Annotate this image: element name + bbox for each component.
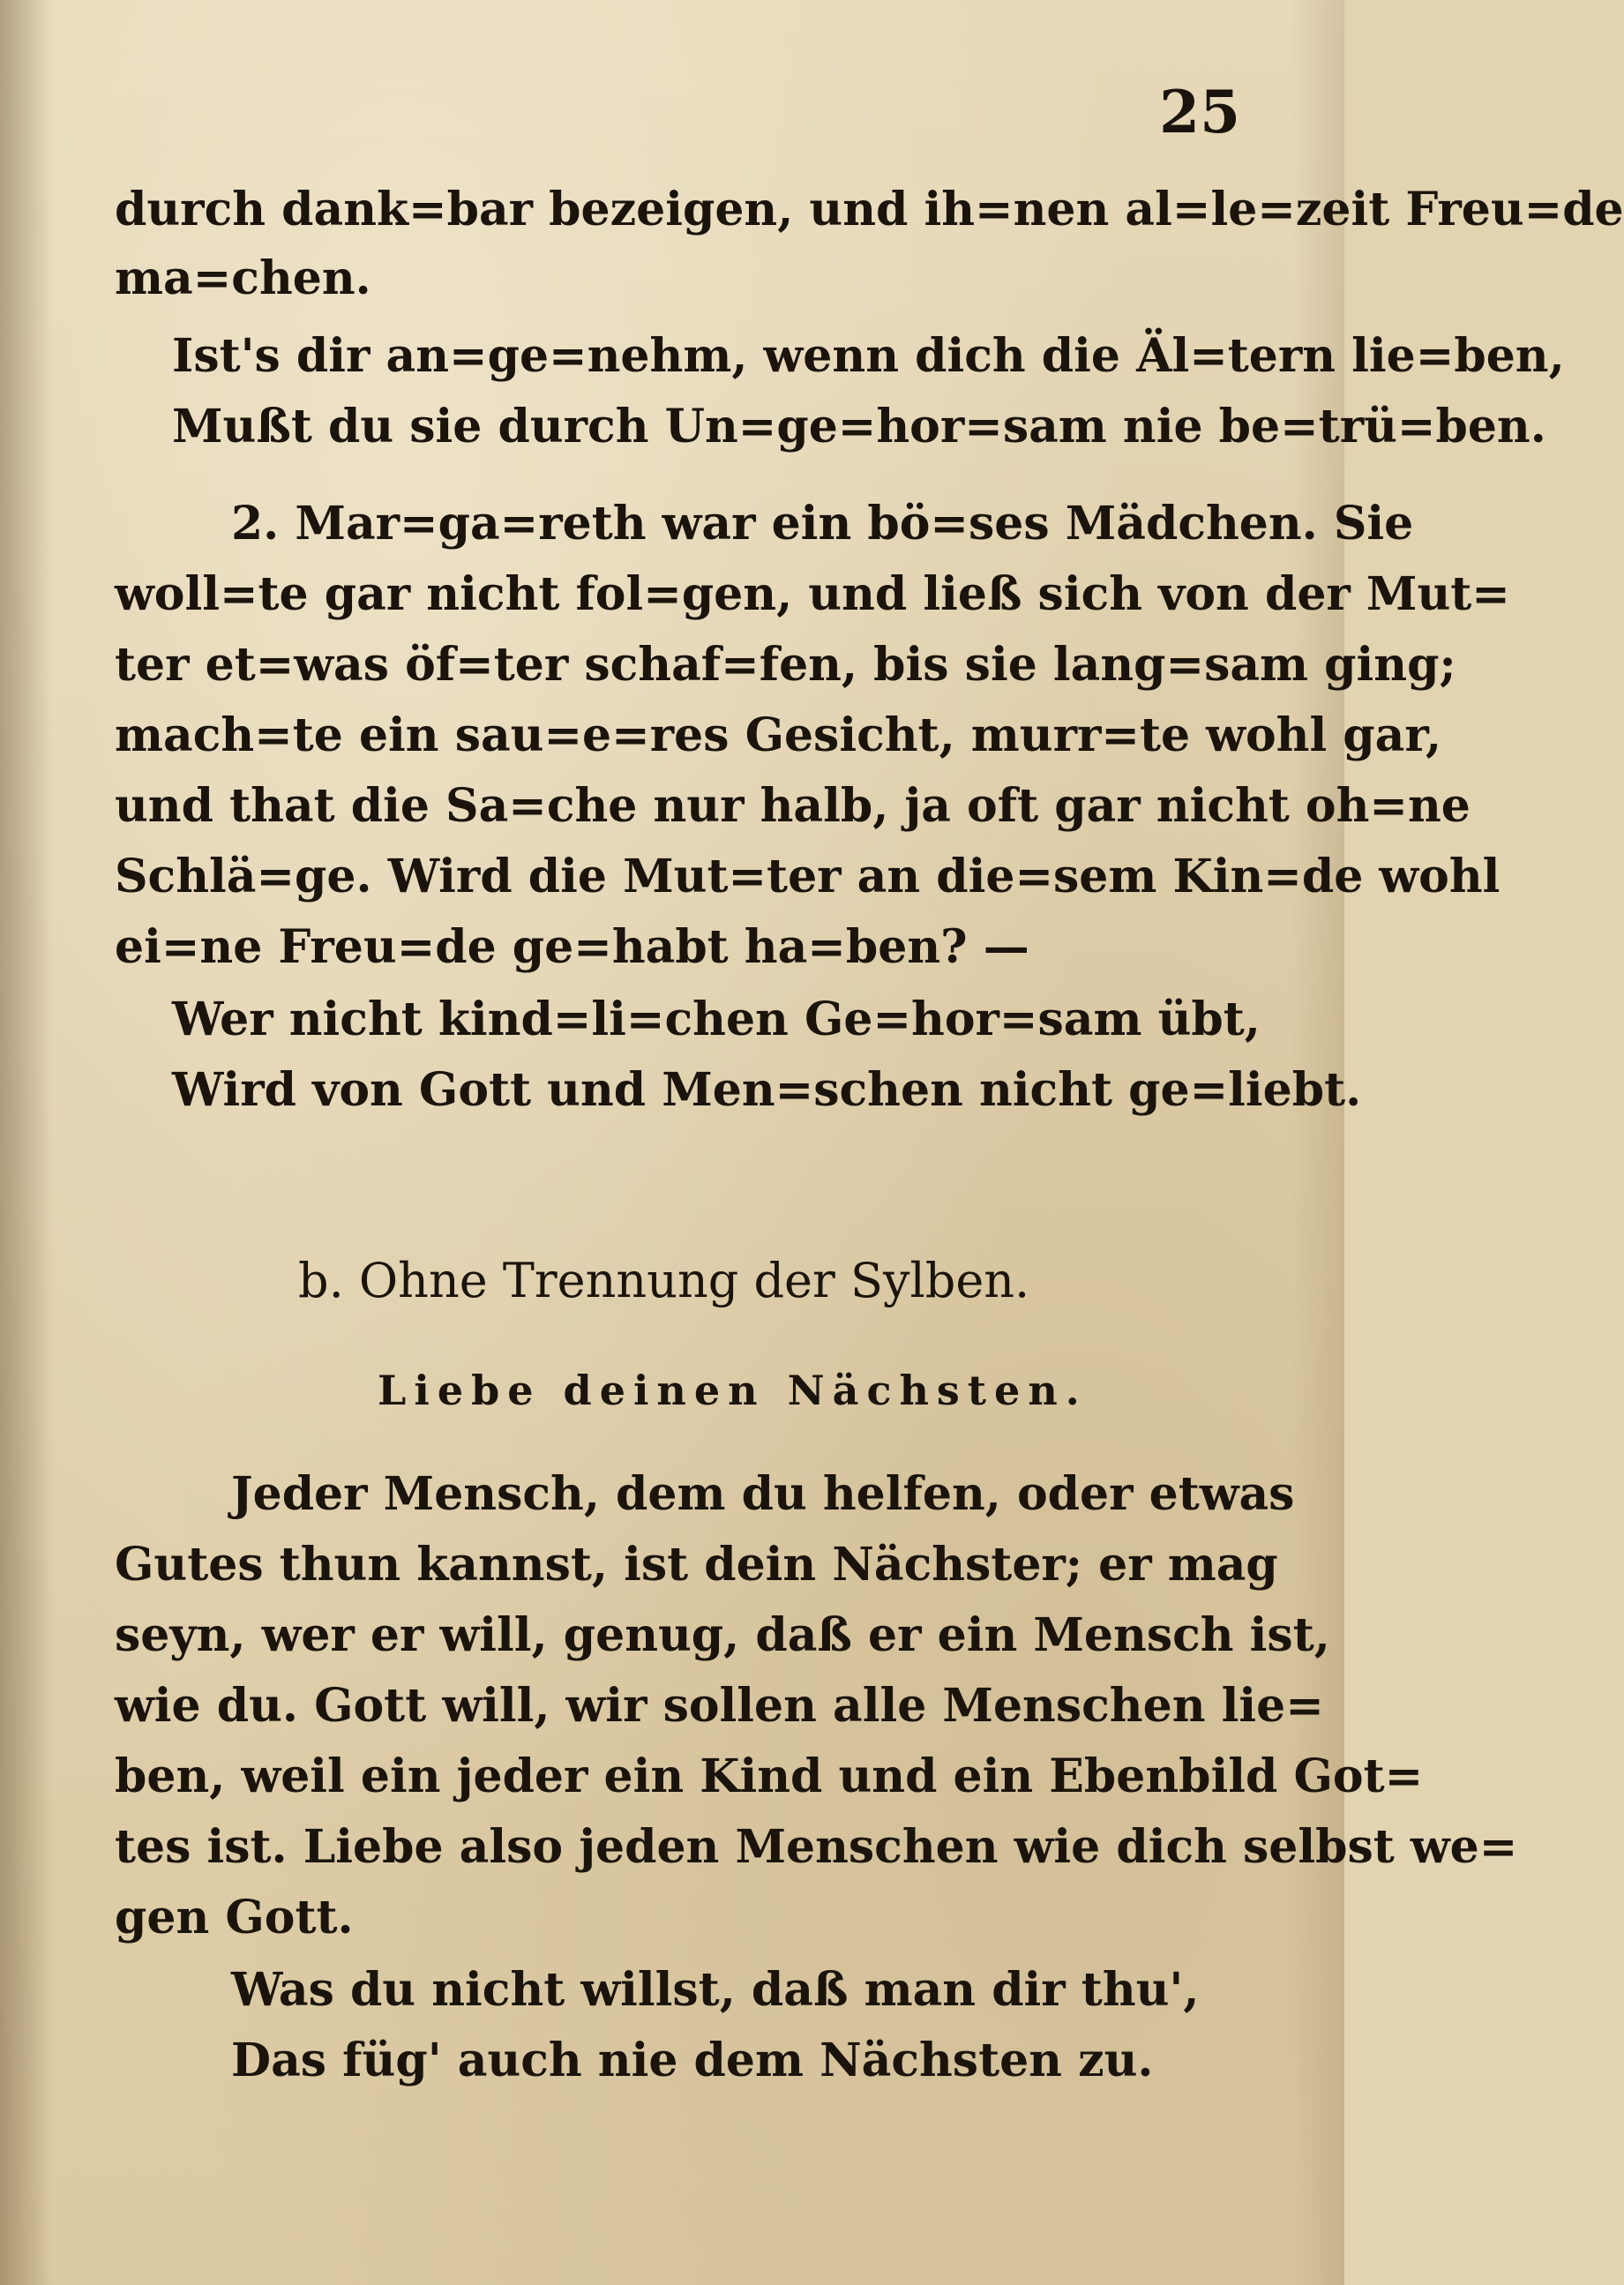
verse-line: Das füg' auch nie dem Nächsten zu. [231,2034,1154,2087]
text-line: wie du. Gott will, wir sollen alle Menschen lie= [115,1679,1324,1733]
verse-line: Ist's dir an=ge=nehm, wenn dich die Äl=tern lie=ben, [172,329,1565,383]
section-heading: b. Ohne Trennung der Sylben. [298,1253,1030,1308]
verse-line: Mußt du sie durch Un=ge=hor=sam nie be=trü=ben. [172,400,1546,453]
verse-line: Wer nicht kind=li=chen Ge=hor=sam übt, [172,993,1261,1046]
page-spine-shadow [0,0,53,2285]
sub-heading: Liebe deinen Nächsten. [378,1367,1088,1414]
text-line: tes ist. Liebe also jeden Menschen wie dich selbst we= [115,1820,1518,1874]
text-line: Schlä=ge. Wird die Mut=ter an die=sem Kin=de wohl [115,850,1501,903]
text-line: 2. Mar=ga=reth war ein bö=ses Mädchen. Sie [231,497,1414,551]
page-number: 25 [1159,78,1240,146]
text-line: und that die Sa=che nur halb, ja oft gar nicht oh=ne [115,779,1471,833]
verse-line: Was du nicht willst, daß man dir thu', [231,1963,1200,2017]
text-line: ma=chen. [115,251,371,305]
text-line: ter et=was öf=ter schaf=fen, bis sie lang=sam ging; [115,638,1456,692]
text-line: ei=ne Freu=de ge=habt ha=ben? — [115,920,1029,974]
text-line: Gutes thun kannst, ist dein Nächster; er mag [115,1538,1278,1592]
text-line: mach=te ein sau=e=res Gesicht, murr=te wohl gar, [115,708,1442,762]
verse-line: Wird von Gott und Men=schen nicht ge=liebt. [172,1063,1362,1117]
text-line: ben, weil ein jeder ein Kind und ein Ebenbild Got= [115,1749,1424,1803]
text-line: woll=te gar nicht fol=gen, und ließ sich von der Mut= [115,567,1510,621]
text-line: seyn, wer er will, genug, daß er ein Mensch ist, [115,1608,1330,1662]
text-line: Jeder Mensch, dem du helfen, oder etwas [231,1467,1295,1521]
text-line: gen Gott. [115,1891,354,1944]
text-line: durch dank=bar bezeigen, und ih=nen al=le=zeit Freu=de [115,183,1624,236]
